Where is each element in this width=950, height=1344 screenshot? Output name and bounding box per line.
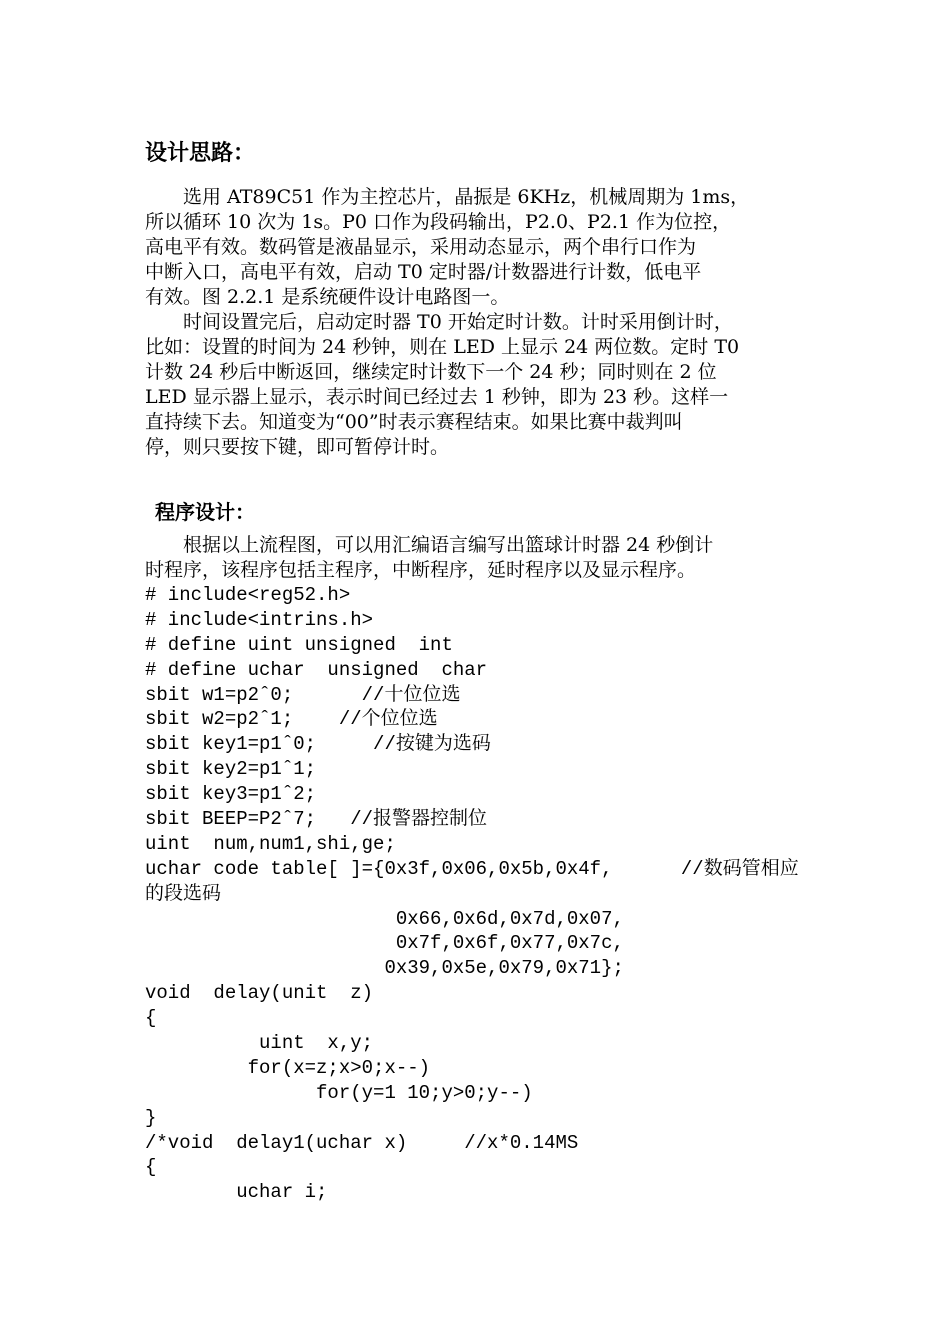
program-design-heading: 程序设计： — [155, 500, 255, 524]
code-line: # include<intrins.h> — [145, 608, 374, 631]
design-paragraph-1 — [145, 185, 825, 310]
code-line: { — [145, 1007, 157, 1030]
code-line: uint num,num1,shi,ge; — [145, 832, 396, 855]
code-line: uchar i; — [145, 1181, 328, 1204]
paragraph-line: 有效。图 2.2.1 是系统硬件设计电路图一。 — [145, 286, 510, 308]
code-line: uint x,y; — [145, 1032, 374, 1055]
code-line: # include<reg52.h> — [145, 584, 351, 606]
paragraph-line: 比如：设置的时间为 24 秒钟，则在 LED 上显示 24 两位数。定时 T0 — [145, 336, 740, 358]
code-line: 0x39,0x5e,0x79,0x71}; — [145, 957, 624, 980]
code-line: # define uchar unsigned char — [145, 658, 488, 681]
paragraph-line: LED 显示器上显示，表示时间已经过去 1 秒钟，即为 23 秒。这样一 — [145, 386, 729, 408]
code-line: sbit BEEP=P2ˆ7; //报警器控制位 — [145, 808, 488, 831]
design-idea-heading: 设计思路： — [145, 141, 256, 166]
code-line: sbit key1=p1ˆ0; //按键为选码 — [145, 733, 491, 756]
code-line: for(x=z;x>0;x--) — [145, 1056, 431, 1079]
code-line: 0x7f,0x6f,0x77,0x7c, — [145, 932, 624, 955]
code-line: 0x66,0x6d,0x7d,0x07, — [145, 907, 624, 930]
code-line: } — [145, 1106, 157, 1129]
code-line: void delay(unit z) — [145, 982, 374, 1005]
paragraph-line: 选用 AT89C51 作为主控芯片，晶振是 6KHz，机械周期为 1ms， — [145, 186, 750, 208]
code-line: { — [145, 1156, 157, 1179]
code-listing — [145, 583, 825, 1205]
code-line: sbit key3=p1ˆ2; — [145, 783, 317, 806]
code-line: uchar code table[ ]={0x3f,0x06,0x5b,0x4f, //数码管相应 — [145, 857, 799, 880]
code-line: sbit w2=p2ˆ1; //个位位选 — [145, 708, 438, 731]
paragraph-line: 所以循环 10 次为 1s。P0 口作为段码输出，P2.0、P2.1 作为位控， — [145, 211, 732, 233]
paragraph-line: 停，则只要按下键，即可暂停计时。 — [145, 436, 450, 458]
paragraph-line: 时间设置完后，启动定时器 T0 开始定时计数。计时采用倒计时， — [145, 311, 733, 333]
code-line: # define uint unsigned int — [145, 633, 453, 656]
paragraph-line: 直持续下去。知道变为“00”时表示赛程结束。如果比赛中裁判叫 — [145, 411, 683, 433]
paragraph-line: 中断入口，高电平有效，启动 T0 定时器/计数器进行计数，低电平 — [145, 261, 702, 283]
code-line: sbit key2=p1ˆ1; — [145, 758, 317, 781]
paragraph-line: 计数 24 秒后中断返回，继续定时计数下一个 24 秒；同时则在 2 位 — [145, 361, 717, 383]
code-line: /*void delay1(uchar x) //x*0.14MS — [145, 1131, 579, 1154]
code-line: 的段选码 — [145, 882, 222, 905]
code-line: sbit w1=p2ˆ0; //十位位选 — [145, 683, 461, 706]
code-line: for(y=1 10;y>0;y--) — [145, 1081, 533, 1104]
design-paragraph-2 — [145, 310, 825, 460]
paragraph-line: 根据以上流程图，可以用汇编语言编写出篮球计时器 24 秒倒计 — [145, 534, 714, 556]
paragraph-line: 时程序，该程序包括主程序，中断程序，延时程序以及显示程序。 — [145, 559, 697, 581]
paragraph-line: 高电平有效。数码管是液晶显示，采用动态显示，两个串行口作为 — [145, 236, 697, 258]
program-intro-paragraph — [145, 533, 825, 583]
